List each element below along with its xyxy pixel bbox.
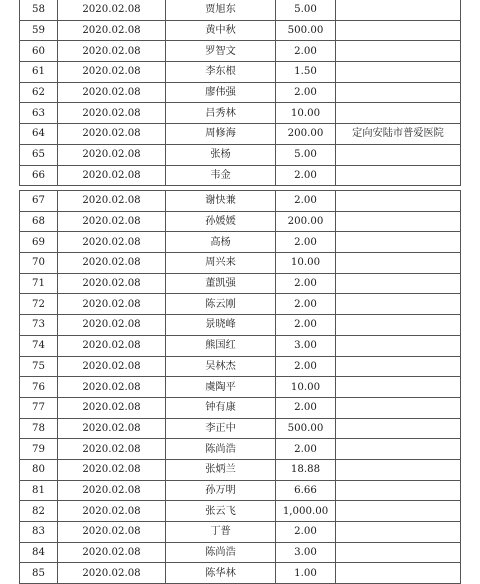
row-number-cell: 68 <box>20 211 58 232</box>
note-cell <box>336 459 461 480</box>
note-cell <box>336 439 461 460</box>
row-number-cell: 70 <box>20 253 58 274</box>
row-number-cell: 67 <box>20 191 58 212</box>
note-cell <box>336 273 461 294</box>
amount-cell: 2.00 <box>276 232 336 253</box>
table-row <box>20 335 461 356</box>
donor-name-cell: 贾旭东 <box>166 0 276 20</box>
date-cell: 2020.02.08 <box>58 0 166 20</box>
donor-name-cell: 廖伟强 <box>166 82 276 103</box>
note-cell <box>336 41 461 62</box>
donor-name-cell: 虞陶平 <box>166 377 276 398</box>
note-cell <box>336 377 461 398</box>
date-cell: 2020.02.08 <box>58 124 166 145</box>
amount-cell: 500.00 <box>276 418 336 439</box>
amount-cell: 500.00 <box>276 20 336 41</box>
amount-cell: 18.88 <box>276 459 336 480</box>
amount-cell: 2.00 <box>276 41 336 62</box>
table-row <box>20 439 461 460</box>
amount-cell: 1,000.00 <box>276 501 336 522</box>
date-cell: 2020.02.08 <box>58 82 166 103</box>
donor-name-cell: 景晓峰 <box>166 315 276 336</box>
row-number-cell: 75 <box>20 356 58 377</box>
note-cell <box>336 82 461 103</box>
note-cell <box>336 522 461 543</box>
amount-cell: 5.00 <box>276 144 336 165</box>
note-cell <box>336 211 461 232</box>
date-cell: 2020.02.08 <box>58 418 166 439</box>
amount-cell: 10.00 <box>276 103 336 124</box>
row-number-cell: 76 <box>20 377 58 398</box>
row-number-cell: 81 <box>20 480 58 501</box>
amount-cell: 2.00 <box>276 315 336 336</box>
donor-name-cell: 黄中秋 <box>166 20 276 41</box>
row-number-cell: 60 <box>20 41 58 62</box>
note-cell <box>336 542 461 563</box>
table-row <box>20 480 461 501</box>
table-row <box>20 191 461 212</box>
amount-cell: 200.00 <box>276 211 336 232</box>
donor-name-cell: 孙媛媛 <box>166 211 276 232</box>
table-row <box>20 294 461 315</box>
note-cell <box>336 315 461 336</box>
table-row <box>20 315 461 336</box>
date-cell: 2020.02.08 <box>58 20 166 41</box>
donor-name-cell: 李正中 <box>166 418 276 439</box>
donation-table-top <box>19 0 461 186</box>
amount-cell: 3.00 <box>276 335 336 356</box>
date-cell: 2020.02.08 <box>58 356 166 377</box>
table-row <box>20 377 461 398</box>
donor-name-cell: 丁普 <box>166 522 276 543</box>
table-row <box>20 459 461 480</box>
date-cell: 2020.02.08 <box>58 542 166 563</box>
row-number-cell: 74 <box>20 335 58 356</box>
date-cell: 2020.02.08 <box>58 335 166 356</box>
row-number-cell: 66 <box>20 165 58 186</box>
table-body <box>20 0 461 186</box>
donor-name-cell: 张炳兰 <box>166 459 276 480</box>
donor-name-cell: 周兴来 <box>166 253 276 274</box>
note-cell <box>336 335 461 356</box>
row-number-cell: 85 <box>20 563 58 584</box>
table-row <box>20 542 461 563</box>
donor-name-cell: 钟有康 <box>166 397 276 418</box>
row-number-cell: 64 <box>20 124 58 145</box>
date-cell: 2020.02.08 <box>58 563 166 584</box>
row-number-cell: 73 <box>20 315 58 336</box>
donor-name-cell: 熊国红 <box>166 335 276 356</box>
table-row <box>20 124 461 145</box>
donor-name-cell: 李东根 <box>166 62 276 83</box>
table-row <box>20 232 461 253</box>
donor-name-cell: 吕秀林 <box>166 103 276 124</box>
date-cell: 2020.02.08 <box>58 62 166 83</box>
date-cell: 2020.02.08 <box>58 480 166 501</box>
donor-name-cell: 陈云刚 <box>166 294 276 315</box>
row-number-cell: 79 <box>20 439 58 460</box>
note-cell <box>336 294 461 315</box>
amount-cell: 10.00 <box>276 377 336 398</box>
note-cell <box>336 62 461 83</box>
donor-name-cell: 吴林杰 <box>166 356 276 377</box>
table-row <box>20 356 461 377</box>
table-row <box>20 20 461 41</box>
date-cell: 2020.02.08 <box>58 294 166 315</box>
note-cell <box>336 232 461 253</box>
note-cell <box>336 356 461 377</box>
amount-cell: 2.00 <box>276 439 336 460</box>
row-number-cell: 83 <box>20 522 58 543</box>
row-number-cell: 63 <box>20 103 58 124</box>
date-cell: 2020.02.08 <box>58 377 166 398</box>
table-row <box>20 103 461 124</box>
amount-cell: 2.00 <box>276 273 336 294</box>
table-row <box>20 522 461 543</box>
row-number-cell: 84 <box>20 542 58 563</box>
donor-name-cell: 张杨 <box>166 144 276 165</box>
donor-name-cell: 谢快兼 <box>166 191 276 212</box>
date-cell: 2020.02.08 <box>58 191 166 212</box>
table-row <box>20 82 461 103</box>
amount-cell: 5.00 <box>276 0 336 20</box>
donor-name-cell: 陈华林 <box>166 563 276 584</box>
amount-cell: 3.00 <box>276 542 336 563</box>
amount-cell: 2.00 <box>276 356 336 377</box>
amount-cell: 1.50 <box>276 62 336 83</box>
amount-cell: 6.66 <box>276 480 336 501</box>
row-number-cell: 59 <box>20 20 58 41</box>
table-row <box>20 62 461 83</box>
amount-cell: 2.00 <box>276 522 336 543</box>
table-row <box>20 397 461 418</box>
donation-table-bottom <box>19 190 461 584</box>
note-cell <box>336 501 461 522</box>
amount-cell: 2.00 <box>276 294 336 315</box>
date-cell: 2020.02.08 <box>58 273 166 294</box>
donor-name-cell: 董凯强 <box>166 273 276 294</box>
amount-cell: 2.00 <box>276 397 336 418</box>
note-cell <box>336 480 461 501</box>
row-number-cell: 65 <box>20 144 58 165</box>
table-row <box>20 41 461 62</box>
note-cell <box>336 397 461 418</box>
row-number-cell: 80 <box>20 459 58 480</box>
donor-name-cell: 陈尚浩 <box>166 439 276 460</box>
donor-name-cell: 陈尚浩 <box>166 542 276 563</box>
note-cell: 定向安陆市普爱医院 <box>336 124 461 145</box>
donor-name-cell: 罗智文 <box>166 41 276 62</box>
note-cell <box>336 0 461 20</box>
amount-cell: 200.00 <box>276 124 336 145</box>
note-cell <box>336 563 461 584</box>
row-number-cell: 61 <box>20 62 58 83</box>
date-cell: 2020.02.08 <box>58 165 166 186</box>
row-number-cell: 82 <box>20 501 58 522</box>
date-cell: 2020.02.08 <box>58 522 166 543</box>
amount-cell: 1.00 <box>276 563 336 584</box>
note-cell <box>336 144 461 165</box>
row-number-cell: 72 <box>20 294 58 315</box>
amount-cell: 10.00 <box>276 253 336 274</box>
date-cell: 2020.02.08 <box>58 41 166 62</box>
table-row <box>20 0 461 20</box>
row-number-cell: 77 <box>20 397 58 418</box>
row-number-cell: 78 <box>20 418 58 439</box>
date-cell: 2020.02.08 <box>58 253 166 274</box>
row-number-cell: 69 <box>20 232 58 253</box>
row-number-cell: 62 <box>20 82 58 103</box>
donor-name-cell: 韦金 <box>166 165 276 186</box>
donor-name-cell: 周修海 <box>166 124 276 145</box>
table-row <box>20 563 461 584</box>
amount-cell: 2.00 <box>276 191 336 212</box>
table-row <box>20 501 461 522</box>
date-cell: 2020.02.08 <box>58 144 166 165</box>
date-cell: 2020.02.08 <box>58 439 166 460</box>
row-number-cell: 58 <box>20 0 58 20</box>
table-row <box>20 211 461 232</box>
amount-cell: 2.00 <box>276 82 336 103</box>
date-cell: 2020.02.08 <box>58 501 166 522</box>
table-row <box>20 273 461 294</box>
note-cell <box>336 103 461 124</box>
donor-name-cell: 孙万明 <box>166 480 276 501</box>
amount-cell: 2.00 <box>276 165 336 186</box>
note-cell <box>336 191 461 212</box>
table-body <box>20 191 461 584</box>
date-cell: 2020.02.08 <box>58 397 166 418</box>
date-cell: 2020.02.08 <box>58 315 166 336</box>
note-cell <box>336 165 461 186</box>
date-cell: 2020.02.08 <box>58 232 166 253</box>
table-row <box>20 253 461 274</box>
note-cell <box>336 20 461 41</box>
table-row <box>20 144 461 165</box>
table-row <box>20 165 461 186</box>
donor-name-cell: 张云飞 <box>166 501 276 522</box>
date-cell: 2020.02.08 <box>58 211 166 232</box>
table-row <box>20 418 461 439</box>
date-cell: 2020.02.08 <box>58 103 166 124</box>
donor-name-cell: 高杨 <box>166 232 276 253</box>
note-cell <box>336 253 461 274</box>
note-cell <box>336 418 461 439</box>
date-cell: 2020.02.08 <box>58 459 166 480</box>
row-number-cell: 71 <box>20 273 58 294</box>
